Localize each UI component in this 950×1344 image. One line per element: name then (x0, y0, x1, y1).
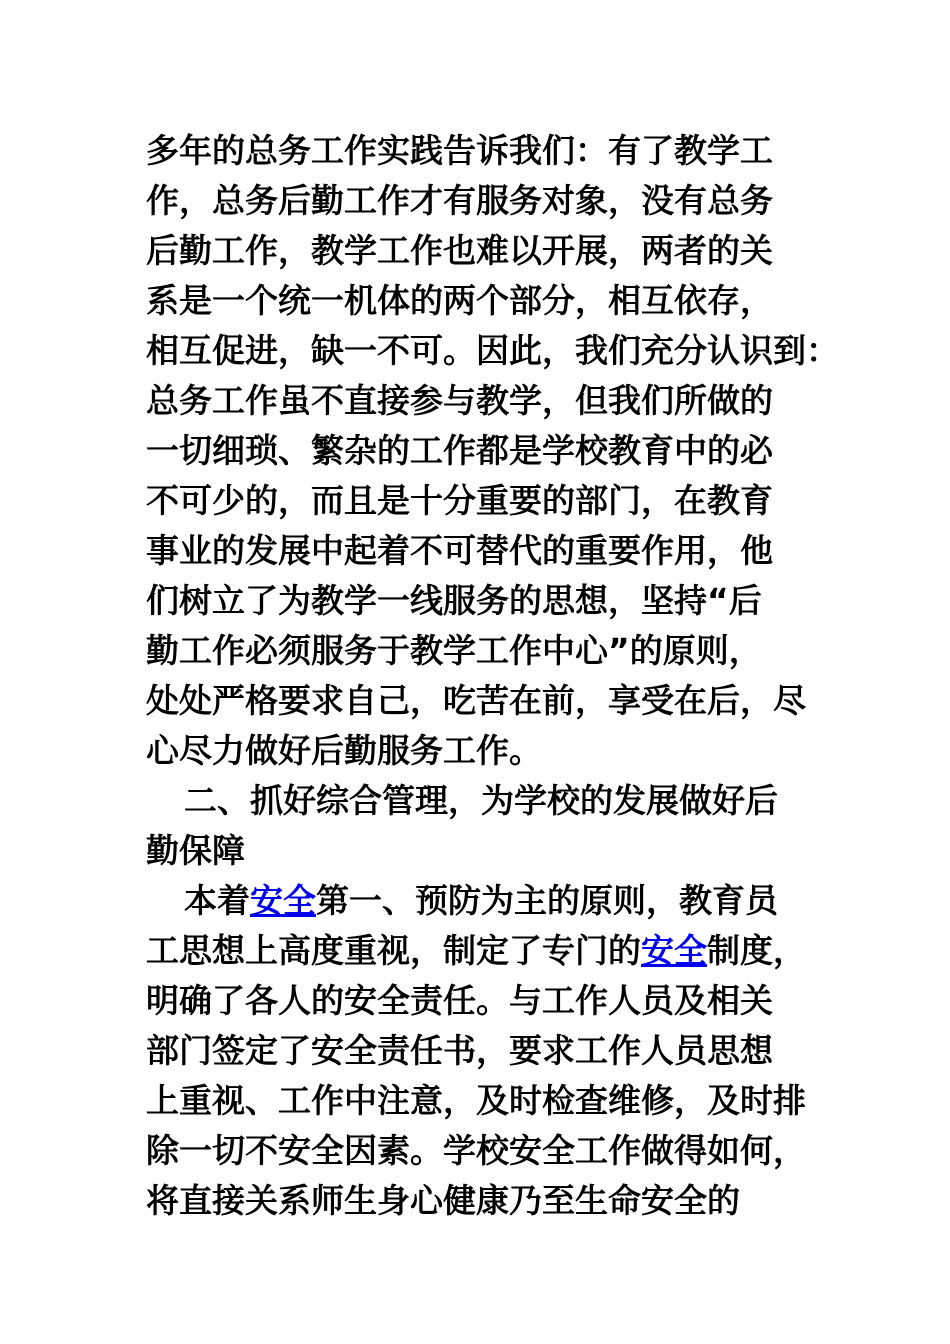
section-heading-line-1: 二、抓好综合管理，为学校的发展做好后 (184, 781, 778, 820)
text-line: 除一切不安全因素。学校安全工作做得如何， (146, 1131, 806, 1170)
text-span: 本着 (184, 881, 250, 920)
text-line: 事业的发展中起着不可替代的重要作用，他 (146, 531, 773, 570)
paragraph-line (146, 876, 846, 926)
text-span: 第一、预防为主的原则，教育员 (316, 881, 778, 920)
text-line: 们树立了为教学一线服务的思想，坚持“后 (146, 581, 762, 620)
section-heading-line-2: 勤保障 (146, 831, 245, 870)
text-line: 处处严格要求自己，吃苦在前，享受在后，尽 (146, 681, 806, 720)
text-line: 上重视、工作中注意，及时检查维修，及时排 (146, 1081, 806, 1120)
text-line: 作，总务后勤工作才有服务对象，没有总务 (146, 181, 773, 220)
safety-link[interactable]: 安全 (641, 931, 707, 970)
text-line: 心尽力做好后勤服务工作。 (146, 731, 542, 770)
text-line: 相互促进，缺一不可。因此，我们充分认识到： (146, 331, 839, 370)
paragraph-line (146, 926, 846, 976)
text-line: 勤工作必须服务于教学工作中心”的原则， (146, 631, 762, 670)
text-line: 部门签定了安全责任书，要求工作人员思想 (146, 1031, 773, 1070)
text-line: 将直接关系师生身心健康乃至生命安全的 (146, 1181, 740, 1220)
text-line: 总务工作虽不直接参与教学，但我们所做的 (146, 381, 773, 420)
text-line: 不可少的，而且是十分重要的部门，在教育 (146, 481, 773, 520)
text-line: 一切细琐、繁杂的工作都是学校教育中的必 (146, 431, 773, 470)
text-line: 系是一个统一机体的两个部分，相互依存， (146, 281, 773, 320)
text-span: 制度， (707, 931, 806, 970)
text-line: 明确了各人的安全责任。与工作人员及相关 (146, 981, 773, 1020)
text-line: 多年的总务工作实践告诉我们：有了教学工 (146, 131, 773, 170)
text-span: 工思想上高度重视，制定了专门的 (146, 931, 641, 970)
safety-link[interactable]: 安全 (250, 881, 316, 920)
text-line: 后勤工作，教学工作也难以开展，两者的关 (146, 231, 773, 270)
document-body (146, 126, 846, 1226)
